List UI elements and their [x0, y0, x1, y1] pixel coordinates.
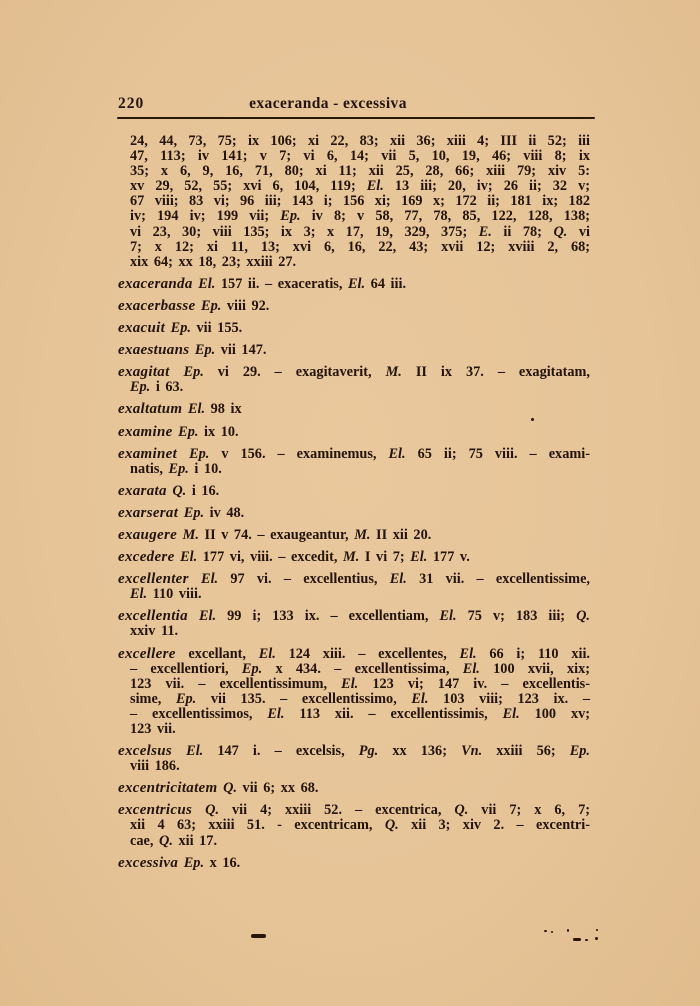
work-abbreviation: El.: [258, 645, 276, 662]
work-abbreviation: Ep.: [175, 690, 197, 707]
reference-text: 110 viii.: [147, 586, 202, 603]
reference-text: 123 vii. – excellentissimum,: [130, 675, 342, 692]
entry-headword: excedere: [118, 549, 175, 566]
work-abbreviation: Ep.: [241, 660, 263, 677]
index-entry-excentricus: [118, 803, 590, 848]
work-abbreviation: Q.: [454, 802, 469, 819]
reference-text: v 156. – examinemus,: [209, 445, 389, 462]
index-entry-exaceranda: [118, 277, 590, 292]
work-abbreviation: Ep.: [280, 208, 301, 225]
work-abbreviation: El.: [411, 690, 429, 707]
entry-headword: excentricus: [118, 802, 193, 819]
text-line: [118, 343, 590, 358]
reference-text: 99 i; 133 ix. – excellentiam,: [216, 608, 440, 625]
text-line: [118, 484, 590, 499]
work-abbreviation: M.: [343, 549, 360, 566]
ink-speck: [585, 939, 588, 941]
reference-text: – excellentissimos,: [130, 705, 268, 722]
reference-text: xix 64; xx 18, 23; xxiii 27.: [130, 253, 297, 270]
ink-speck: [251, 934, 266, 938]
work-abbreviation: Q.: [384, 817, 399, 834]
entry-headword: excellere: [118, 645, 176, 662]
work-abbreviation: Q.: [576, 608, 591, 625]
text-line: [118, 149, 590, 164]
reference-text: vii 147.: [215, 342, 267, 359]
text-line: [118, 321, 590, 336]
text-line: [118, 425, 590, 440]
entry-headword: exaestuans: [118, 342, 190, 359]
reference-text: II xii 20.: [370, 526, 432, 543]
text-line: [118, 225, 590, 240]
work-abbreviation: El.: [341, 675, 359, 692]
entry-headword: exagitat: [118, 364, 170, 381]
text-line: [118, 781, 590, 796]
text-line: [118, 647, 590, 662]
index-entry-excentricitatem: [118, 781, 590, 796]
page-number: 220: [118, 95, 145, 112]
reference-text: – excellentiori,: [130, 660, 242, 677]
entry-headword: exacerbasse: [118, 297, 196, 314]
reference-text: xii 17.: [172, 832, 218, 849]
text-line: [118, 164, 590, 179]
index-entry-examine: [118, 425, 590, 440]
index-entry-excedere: [118, 550, 590, 565]
work-abbreviation: Ep.: [183, 364, 204, 381]
entry-headword: exarata: [118, 482, 167, 499]
work-abbreviation: El.: [187, 401, 206, 418]
work-abbreviation: El.: [199, 608, 217, 625]
reference-text: II v 74. – exaugeantur,: [198, 526, 355, 543]
work-abbreviation: El.: [130, 586, 148, 603]
text-line: [118, 277, 590, 292]
text-line: [118, 662, 590, 677]
text-line: [118, 134, 590, 149]
entry-headword: excessiva: [118, 854, 179, 871]
reference-text: vi 29. – exagitaverit,: [203, 364, 386, 381]
index-entry-exaestuans: [118, 343, 590, 358]
entry-headword: exaltatum: [118, 401, 183, 418]
reference-text: excellant,: [175, 645, 259, 662]
text-line: [118, 722, 590, 737]
text-line: [118, 179, 590, 194]
reference-text: [192, 802, 205, 818]
page-header: [118, 95, 590, 113]
reference-text: sime,: [130, 690, 176, 707]
reference-text: 123 vi; 147 iv. – excellentis-: [358, 675, 590, 692]
entry-headword: exaugere: [118, 526, 178, 543]
work-abbreviation: Ep.: [189, 445, 210, 462]
work-abbreviation: Q.: [223, 780, 237, 797]
work-abbreviation: Q.: [159, 832, 173, 849]
reference-text: i 63.: [150, 379, 184, 396]
reference-text: ix 10.: [198, 423, 239, 440]
reference-text: xv 29, 52, 55; xvi 6, 104, 119;: [130, 178, 367, 195]
text-line: [118, 299, 590, 314]
index-entry-examinet: [118, 447, 590, 477]
index-entry-exacerbasse: [118, 299, 590, 314]
work-abbreviation: Q.: [553, 223, 568, 240]
text-line: [118, 240, 590, 255]
ink-speck: [573, 938, 581, 941]
reference-text: x 434. – excellentissima,: [262, 660, 463, 677]
work-abbreviation: Ep.: [569, 743, 590, 760]
reference-text: vii 7; x 6, 7;: [468, 802, 590, 819]
text-line: [118, 677, 590, 692]
work-abbreviation: El.: [366, 178, 384, 195]
work-abbreviation: El.: [502, 705, 520, 722]
reference-text: 75 v; 183 iii;: [456, 608, 577, 625]
reference-text: [189, 571, 201, 587]
work-abbreviation: M.: [354, 526, 371, 543]
text-line: [118, 380, 590, 395]
text-line: [118, 692, 590, 707]
reference-text: xii 4 63; xxiii 51. - excentricam,: [130, 817, 385, 834]
reference-text: vi: [567, 223, 591, 240]
reference-text: 35; x 6, 9, 16, 71, 80; xi 11; xii 25, 28, 66; xiii 79; xiv 5:: [130, 163, 590, 180]
text-line: [118, 402, 590, 417]
entry-headword: examinet: [118, 445, 178, 462]
index-entry-exagitat: [118, 365, 590, 395]
work-abbreviation: Q.: [205, 802, 220, 819]
reference-text: 177 v.: [427, 549, 470, 566]
work-abbreviation: El.: [201, 571, 219, 588]
reference-text: vii 6; xx 68.: [236, 780, 319, 797]
reference-text: 47, 113; iv 141; v 7; vi 6, 14; vii 5, 10, 19, 46; viii 8; ix: [130, 148, 590, 165]
text-line: [118, 365, 590, 380]
text-line: [118, 759, 590, 774]
work-abbreviation: Ep.: [183, 854, 205, 871]
text-line: [118, 803, 590, 818]
reference-text: xii 3; xiv 2. – excentri-: [398, 817, 590, 834]
reference-text: vii 135. – excellentissimo,: [196, 690, 412, 707]
work-abbreviation: Ep.: [183, 504, 205, 521]
reference-text: xxiii 56;: [482, 743, 570, 760]
work-abbreviation: Vn.: [461, 743, 483, 760]
index-entry-exaltatum: [118, 402, 590, 417]
reference-text: 100 xvii, xix;: [479, 660, 590, 677]
reference-text: 13 iii; 20, iv; 26 ii; 32 v;: [383, 178, 590, 195]
reference-text: ii 78;: [491, 223, 554, 240]
index-entry-excellenter: [118, 572, 590, 602]
text-line: [118, 856, 590, 871]
reference-text: 64 iii.: [365, 275, 407, 292]
reference-text: viii 92.: [221, 297, 270, 314]
reference-text: viii 186.: [130, 758, 180, 775]
text-line: [118, 255, 590, 270]
reference-text: vii 4; xxiii 52. – excentrica,: [219, 802, 455, 819]
ink-speck: [551, 931, 553, 933]
reference-text: 123 vii.: [130, 721, 176, 737]
work-abbreviation: El.: [388, 445, 406, 462]
reference-text: 157 ii. – exaceratis,: [215, 275, 349, 292]
text-line: [118, 209, 590, 224]
work-abbreviation: Ep.: [130, 379, 151, 396]
work-abbreviation: El.: [180, 549, 198, 566]
reference-text: iv 8; v 58, 77, 78, 85, 122, 128, 138;: [300, 208, 590, 225]
entry-headword: excellenter: [118, 571, 189, 588]
work-abbreviation: El.: [410, 549, 428, 566]
reference-text: 24, 44, 73, 75; ix 106; xi 22, 83; xii 36; xiii 4; III ii 52; iii: [130, 133, 590, 149]
text-line: [118, 609, 590, 624]
work-abbreviation: El.: [267, 705, 285, 722]
entry-headword: excellentia: [118, 608, 188, 625]
ink-speck: [544, 930, 547, 932]
text-line: [118, 572, 590, 587]
text-line: [118, 818, 590, 833]
work-abbreviation: M.: [385, 364, 402, 381]
reference-text: 113 xii. – excellentissimis,: [284, 705, 503, 722]
text-line: [118, 707, 590, 722]
reference-text: I vi 7;: [359, 549, 411, 566]
reference-text: 124 xiii. – excellentes,: [275, 645, 460, 662]
text-line: [118, 744, 590, 759]
work-abbreviation: Q.: [172, 482, 187, 499]
reference-text: 66 i; 110 xii.: [476, 645, 590, 662]
work-abbreviation: El.: [389, 571, 407, 588]
work-abbreviation: El.: [439, 608, 457, 625]
reference-text: 147 i. – excelsis,: [203, 743, 359, 760]
work-abbreviation: Ep.: [201, 297, 222, 314]
text-line: [118, 550, 590, 565]
work-abbreviation: Pg.: [358, 743, 379, 760]
reference-text: vii 155.: [190, 320, 243, 337]
entry-headword: exarserat: [118, 504, 179, 521]
reference-text: 177 vi, viii. – excedit,: [197, 549, 344, 566]
reference-text: i 16.: [186, 482, 220, 499]
index-entry-exarata: [118, 484, 590, 499]
reference-text: x 16.: [204, 854, 241, 871]
reference-text: xxiv 11.: [130, 623, 179, 640]
reference-text: natis,: [130, 460, 169, 477]
work-abbreviation: Ep.: [194, 342, 216, 359]
entry-headword: excentricitatem: [118, 780, 218, 797]
reference-text: 98 ix: [205, 401, 242, 418]
reference-text: cae,: [130, 832, 159, 849]
ink-speck: [595, 937, 598, 940]
reference-text: 65 ii; 75 viii. – exami-: [405, 445, 590, 462]
work-abbreviation: Ep.: [178, 423, 199, 440]
index-entry-exarserat: [118, 506, 590, 521]
reference-text: iv; 194 iv; 199 vii;: [130, 208, 281, 225]
text-line: [118, 624, 590, 639]
index-entry-excellere: [118, 647, 590, 738]
work-abbreviation: M.: [182, 526, 199, 543]
reference-text: [170, 364, 184, 380]
work-abbreviation: El.: [186, 743, 204, 760]
ink-speck: [567, 929, 569, 932]
reference-text: i 10.: [188, 460, 222, 477]
entry-headword: excelsus: [118, 743, 173, 760]
work-abbreviation: El.: [198, 275, 216, 292]
index-entry-exaugere: [118, 528, 590, 543]
work-abbreviation: E.: [478, 223, 492, 240]
reference-text: 103 viii; 123 ix. –: [428, 690, 590, 707]
index-entry-continued-references: [118, 134, 590, 270]
work-abbreviation: Ep.: [170, 320, 191, 337]
ink-speck: [596, 929, 598, 931]
reference-text: 100 xv;: [519, 705, 591, 722]
index-content: [118, 134, 590, 871]
reference-text: vi 23, 30; viii 135; ix 3; x 17, 19, 329, 375;: [130, 223, 479, 240]
text-line: [118, 447, 590, 462]
text-line: [118, 587, 590, 602]
text-line: [118, 462, 590, 477]
reference-text: 67 viii; 83 vi; 96 iii; 143 i; 156 xi; 169 x; 172 ii; 181 ix; 182: [130, 193, 590, 210]
index-entry-excessiva: [118, 856, 590, 871]
entry-headword: exaceranda: [118, 275, 193, 292]
text-line: [118, 506, 590, 521]
entry-headword: examine: [118, 423, 173, 440]
reference-text: 97 vi. – excellentius,: [218, 571, 390, 588]
reference-text: II ix 37. – exagitatam,: [401, 364, 590, 381]
reference-text: xx 136;: [378, 743, 462, 760]
reference-text: 7; x 12; xi 11, 13; xvi 6, 16, 22, 43; xvii 12; xviii 2, 68;: [130, 238, 590, 255]
reference-text: [172, 743, 186, 759]
work-abbreviation: El.: [459, 645, 477, 662]
entry-headword: exacuit: [118, 320, 166, 337]
header-rule: [117, 117, 595, 119]
text-line: [118, 528, 590, 543]
work-abbreviation: Ep.: [168, 460, 189, 477]
reference-text: iv 48.: [204, 504, 245, 521]
reference-text: 31 vii. – excellentissime,: [406, 571, 591, 588]
ink-speck: [531, 418, 534, 421]
text-line: [118, 834, 590, 849]
text-line: [118, 194, 590, 209]
work-abbreviation: El.: [462, 660, 480, 677]
index-entry-excelsus: [118, 744, 590, 774]
reference-text: [188, 608, 199, 624]
work-abbreviation: El.: [348, 275, 366, 292]
running-title: exaceranda - excessiva: [249, 95, 407, 112]
reference-text: [177, 446, 189, 462]
index-entry-exacuit: [118, 321, 590, 336]
index-entry-excellentia: [118, 609, 590, 639]
